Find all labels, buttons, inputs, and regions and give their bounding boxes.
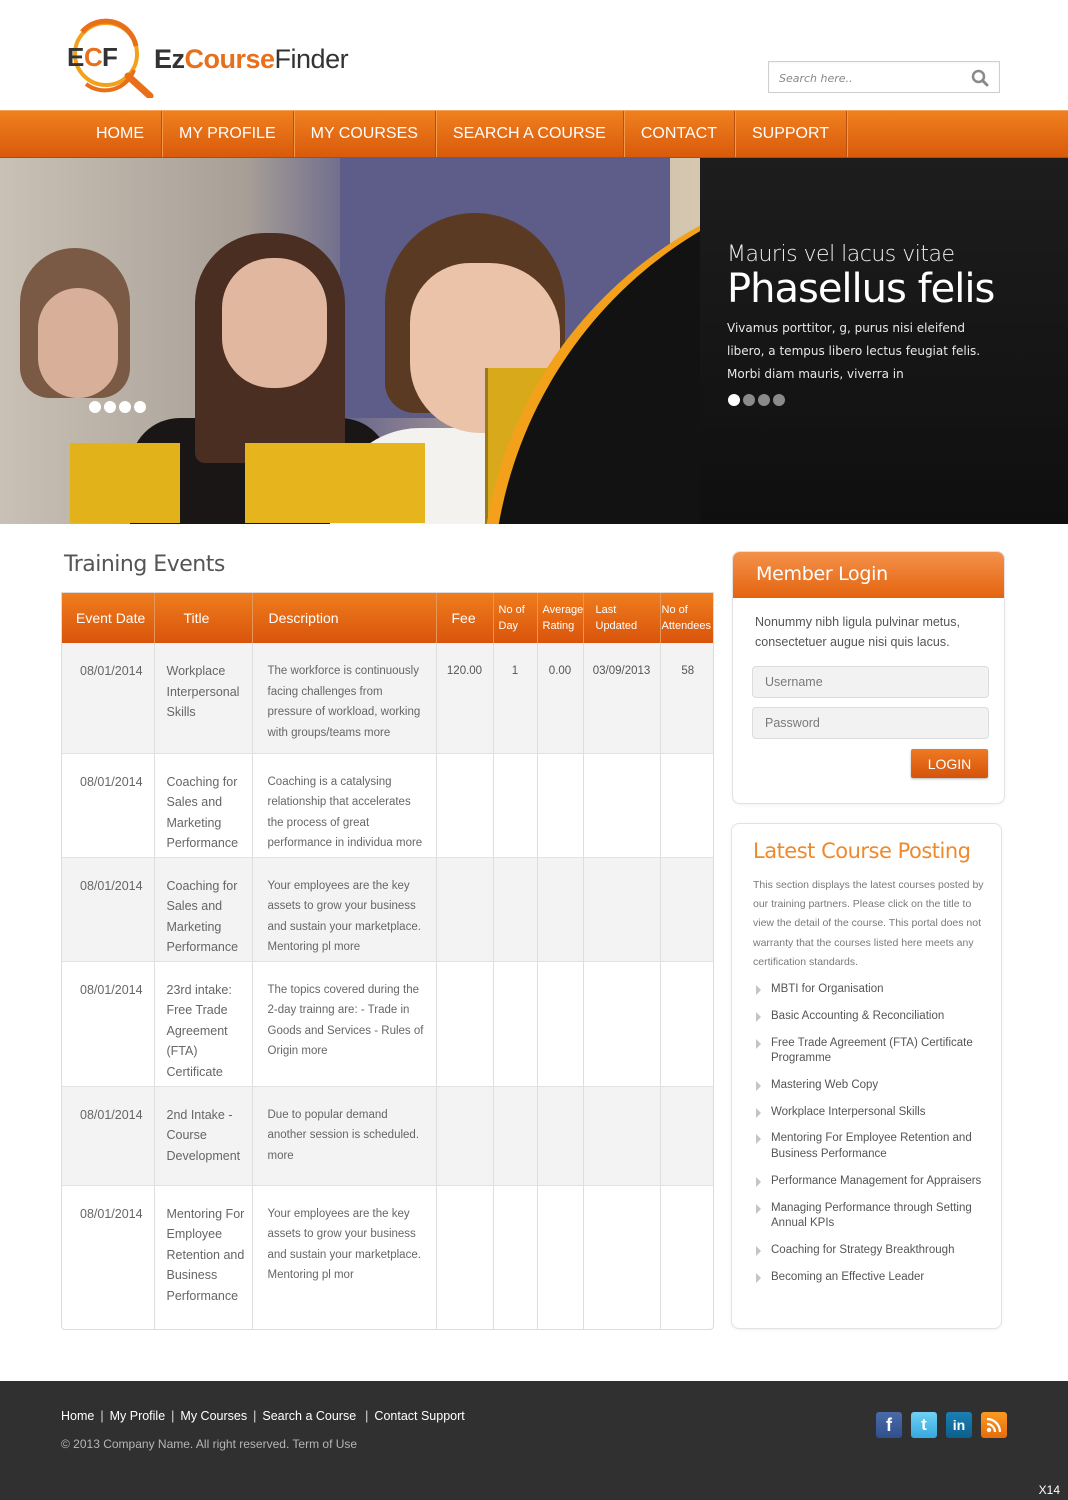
page-badge: X14 [1038, 1483, 1060, 1497]
training-events-table [61, 592, 714, 1330]
cell-description[interactable]: Due to popular demand another session is scheduled. more [252, 1086, 436, 1185]
course-link-label: Mastering Web Copy [771, 1078, 879, 1091]
table-row[interactable] [62, 643, 714, 753]
social-links [876, 1412, 1007, 1438]
cell-event-date: 08/01/2014 [62, 857, 154, 961]
copyright: © 2013 Company Name. All right reserved. Term of Use [61, 1437, 358, 1451]
search-input[interactable] [779, 68, 964, 88]
logo[interactable] [64, 18, 364, 98]
chevron-right-icon [756, 1012, 761, 1022]
course-link-label: MBTI for Organisation [771, 983, 884, 995]
course-link-label: Performance Management for Appraisers [771, 1174, 982, 1187]
table-row[interactable] [62, 1185, 714, 1330]
footer-separator: | [171, 1409, 175, 1423]
cell-description[interactable]: Your employees are the key assets to grow your business and sustain your marketplace. Mentoring pl more [252, 857, 436, 961]
table-header-row [62, 593, 714, 643]
nav-contact[interactable]: CONTACT [624, 111, 735, 157]
cell-no-of-day [493, 961, 537, 1086]
nav-my-courses[interactable]: MY COURSES [294, 111, 436, 157]
hero-slider [0, 158, 1068, 524]
svg-text:F: F [102, 42, 118, 72]
cell-title[interactable]: Coaching for Sales and Marketing Performance [154, 857, 252, 961]
col-fee[interactable]: Fee [436, 593, 493, 643]
table-row[interactable] [62, 857, 714, 961]
member-login-text: Nonummy nibh ligula pulvinar metus, consectetuer augue nisi quis lacus. [755, 615, 960, 649]
login-button[interactable]: LOGIN [911, 749, 988, 778]
course-link-label: Becoming an Effective Leader [771, 1270, 925, 1283]
footer-link-contact-support[interactable]: Contact Support [374, 1409, 465, 1423]
chevron-right-icon [756, 1081, 761, 1091]
col-title[interactable]: Title [154, 593, 252, 643]
member-login-panel [732, 551, 1005, 804]
site-header [0, 0, 1068, 110]
course-link[interactable] [754, 1009, 994, 1025]
table-row[interactable] [62, 753, 714, 857]
cell-last-updated [583, 1185, 660, 1330]
hero-body: Vivamus porttitor, g, purus nisi eleifend libero, a tempus libero lectus feugiat felis. Morbi diam mauris, viverra in [727, 321, 981, 381]
cell-event-date: 08/01/2014 [62, 1185, 154, 1330]
course-link[interactable] [754, 1078, 994, 1094]
col-event-date[interactable]: Event Date [62, 593, 154, 643]
cell-description[interactable]: The topics covered during the 2-day trainng are: - Trade in Goods and Services - Rules of Origin more [252, 961, 436, 1086]
username-field[interactable] [752, 666, 989, 698]
hero-photo-person [222, 258, 327, 388]
cell-fee [436, 961, 493, 1086]
cell-description[interactable]: The workforce is continuously facing challenges from pressure of workload, working with groups/teams more [252, 643, 436, 753]
course-link[interactable] [754, 1036, 994, 1067]
cell-no-of-day [493, 1086, 537, 1185]
slide-dot-1[interactable] [728, 394, 740, 406]
latest-course-description: This section displays the latest courses posted by our training partners. Please click on the title to view the detail of the course. This portal does not warranty that the courses listed here meets any certification standards. [753, 879, 984, 968]
search-box [768, 61, 1000, 93]
footer-link-my-profile[interactable]: My Profile [109, 1409, 166, 1423]
linkedin-icon[interactable]: in [946, 1412, 972, 1438]
brand-name [154, 44, 348, 75]
nav-search-a-course[interactable]: SEARCH A COURSE [436, 111, 624, 157]
slide-dot[interactable] [104, 401, 116, 413]
chevron-right-icon [756, 1273, 761, 1283]
rss-glyph-icon [986, 1417, 1002, 1433]
course-link[interactable] [754, 1105, 994, 1121]
cell-average-rating [537, 1185, 583, 1330]
chevron-right-icon [756, 1108, 761, 1118]
footer-link-home[interactable]: Home [61, 1409, 95, 1423]
course-link-label: Basic Accounting & Reconciliation [771, 1009, 945, 1022]
rss-icon[interactable] [981, 1412, 1007, 1438]
slide-dot[interactable] [119, 401, 131, 413]
main-nav [0, 110, 1068, 158]
nav-list [78, 111, 847, 157]
slide-dot-4[interactable] [773, 394, 785, 406]
footer-separator: | [365, 1409, 369, 1423]
chevron-right-icon [756, 985, 761, 995]
slide-dot[interactable] [134, 401, 146, 413]
svg-text:C: C [84, 42, 103, 72]
latest-course-list [754, 982, 994, 1296]
cell-fee: 120.00 [436, 643, 493, 753]
cell-no-of-day: 1 [493, 643, 537, 753]
cell-no-of-attendees [660, 753, 714, 857]
course-link-label: Free Trade Agreement (FTA) Certificate Programme [771, 1036, 973, 1065]
cell-title[interactable]: Workplace Interpersonal Skills [154, 643, 252, 753]
course-link[interactable] [754, 1131, 994, 1162]
course-link-label: Managing Performance through Setting Annual KPIs [771, 1201, 972, 1230]
latest-course-panel [731, 823, 1002, 1329]
cell-average-rating [537, 753, 583, 857]
footer-nav [61, 1409, 465, 1423]
twitter-icon[interactable]: t [911, 1412, 937, 1438]
chevron-right-icon [756, 1134, 761, 1144]
chevron-right-icon [756, 1204, 761, 1214]
course-link-label: Workplace Interpersonal Skills [771, 1105, 926, 1118]
footer-link-search-a-course[interactable]: Search a Course [262, 1409, 357, 1423]
cell-no-of-attendees [660, 1086, 714, 1185]
course-link[interactable] [754, 982, 994, 998]
hero-photo-person [38, 288, 118, 398]
cell-fee [436, 1086, 493, 1185]
slide-dot-3[interactable] [758, 394, 770, 406]
brand-ez: Ez [154, 44, 185, 74]
training-events-title: Training Events [64, 552, 225, 577]
member-login-title: Member Login [733, 552, 1004, 598]
facebook-icon[interactable]: f [876, 1412, 902, 1438]
slide-dot-2[interactable] [743, 394, 755, 406]
cell-no-of-day [493, 1185, 537, 1330]
cell-no-of-attendees [660, 857, 714, 961]
course-link[interactable] [754, 1201, 994, 1232]
hero-photo-dots [89, 401, 146, 413]
site-footer [0, 1381, 1068, 1500]
cell-no-of-attendees [660, 961, 714, 1086]
logo-mark-icon [64, 18, 154, 98]
chevron-right-icon [756, 1177, 761, 1187]
cell-last-updated [583, 961, 660, 1086]
cell-average-rating [537, 1086, 583, 1185]
course-link[interactable] [754, 1174, 994, 1190]
chevron-right-icon [756, 1246, 761, 1256]
cell-event-date: 08/01/2014 [62, 753, 154, 857]
col-average-rating[interactable]: Average Rating [537, 593, 583, 643]
nav-support[interactable]: SUPPORT [735, 111, 847, 157]
table-row[interactable] [62, 1086, 714, 1185]
course-link-label: Mentoring For Employee Retention and Business Performance [771, 1132, 972, 1160]
cell-no-of-attendees: 58 [660, 643, 714, 753]
cell-event-date: 08/01/2014 [62, 643, 154, 753]
hero-caption [727, 242, 1047, 386]
cell-no-of-day [493, 857, 537, 961]
cell-description[interactable]: Your employees are the key assets to grow your business and sustain your marketplace. Mentoring pl mor [252, 1185, 436, 1330]
course-link[interactable] [754, 1243, 994, 1259]
cell-last-updated: 03/09/2013 [583, 643, 660, 753]
nav-home[interactable]: HOME [78, 111, 162, 157]
cell-no-of-day [493, 753, 537, 857]
hero-photo-laptop [70, 443, 180, 523]
cell-average-rating: 0.00 [537, 643, 583, 753]
latest-course-title: Latest Course Posting [753, 839, 971, 863]
cell-event-date: 08/01/2014 [62, 1086, 154, 1185]
col-no-of-attendees[interactable]: No of Attendees [660, 593, 714, 643]
cell-no-of-attendees [660, 1185, 714, 1330]
search-icon[interactable] [971, 69, 989, 87]
brand-finder: Finder [274, 44, 349, 74]
cell-fee [436, 857, 493, 961]
footer-separator: | [253, 1409, 257, 1423]
svg-text:E: E [67, 42, 85, 72]
col-description[interactable]: Description [252, 593, 436, 643]
col-no-of-day[interactable]: No of Day [493, 593, 537, 643]
chevron-right-icon [756, 1039, 761, 1049]
col-last-updated[interactable]: Last Updated [583, 593, 660, 643]
cell-event-date: 08/01/2014 [62, 961, 154, 1086]
nav-my-profile[interactable]: MY PROFILE [162, 111, 294, 157]
table-row[interactable] [62, 961, 714, 1086]
slide-dot[interactable] [89, 401, 101, 413]
cell-title[interactable]: 2nd Intake - Course Development [154, 1086, 252, 1185]
course-link[interactable] [754, 1270, 994, 1286]
cell-average-rating [537, 857, 583, 961]
slider-pagination [728, 394, 785, 406]
cell-fee [436, 1185, 493, 1330]
brand-course: Course [184, 44, 275, 74]
footer-separator: | [100, 1409, 104, 1423]
cell-title[interactable]: 23rd intake: Free Trade Agreement (FTA) Certificate [154, 961, 252, 1086]
password-field[interactable] [752, 707, 989, 739]
cell-last-updated [583, 753, 660, 857]
cell-title[interactable]: Mentoring For Employee Retention and Business Performance [154, 1185, 252, 1330]
course-link-label: Coaching for Strategy Breakthrough [771, 1243, 955, 1256]
cell-description[interactable]: Coaching is a catalysing relationship that accelerates the process of great performance in individua more [252, 753, 436, 857]
cell-title[interactable]: Coaching for Sales and Marketing Performance [154, 753, 252, 857]
cell-last-updated [583, 1086, 660, 1185]
footer-link-my-courses[interactable]: My Courses [180, 1409, 248, 1423]
cell-fee [436, 753, 493, 857]
cell-last-updated [583, 857, 660, 961]
hero-title: Phasellus felis [727, 266, 995, 312]
cell-average-rating [537, 961, 583, 1086]
hero-photo-laptop [245, 443, 425, 523]
hero-subtitle: Mauris vel lacus vitae [727, 242, 955, 267]
